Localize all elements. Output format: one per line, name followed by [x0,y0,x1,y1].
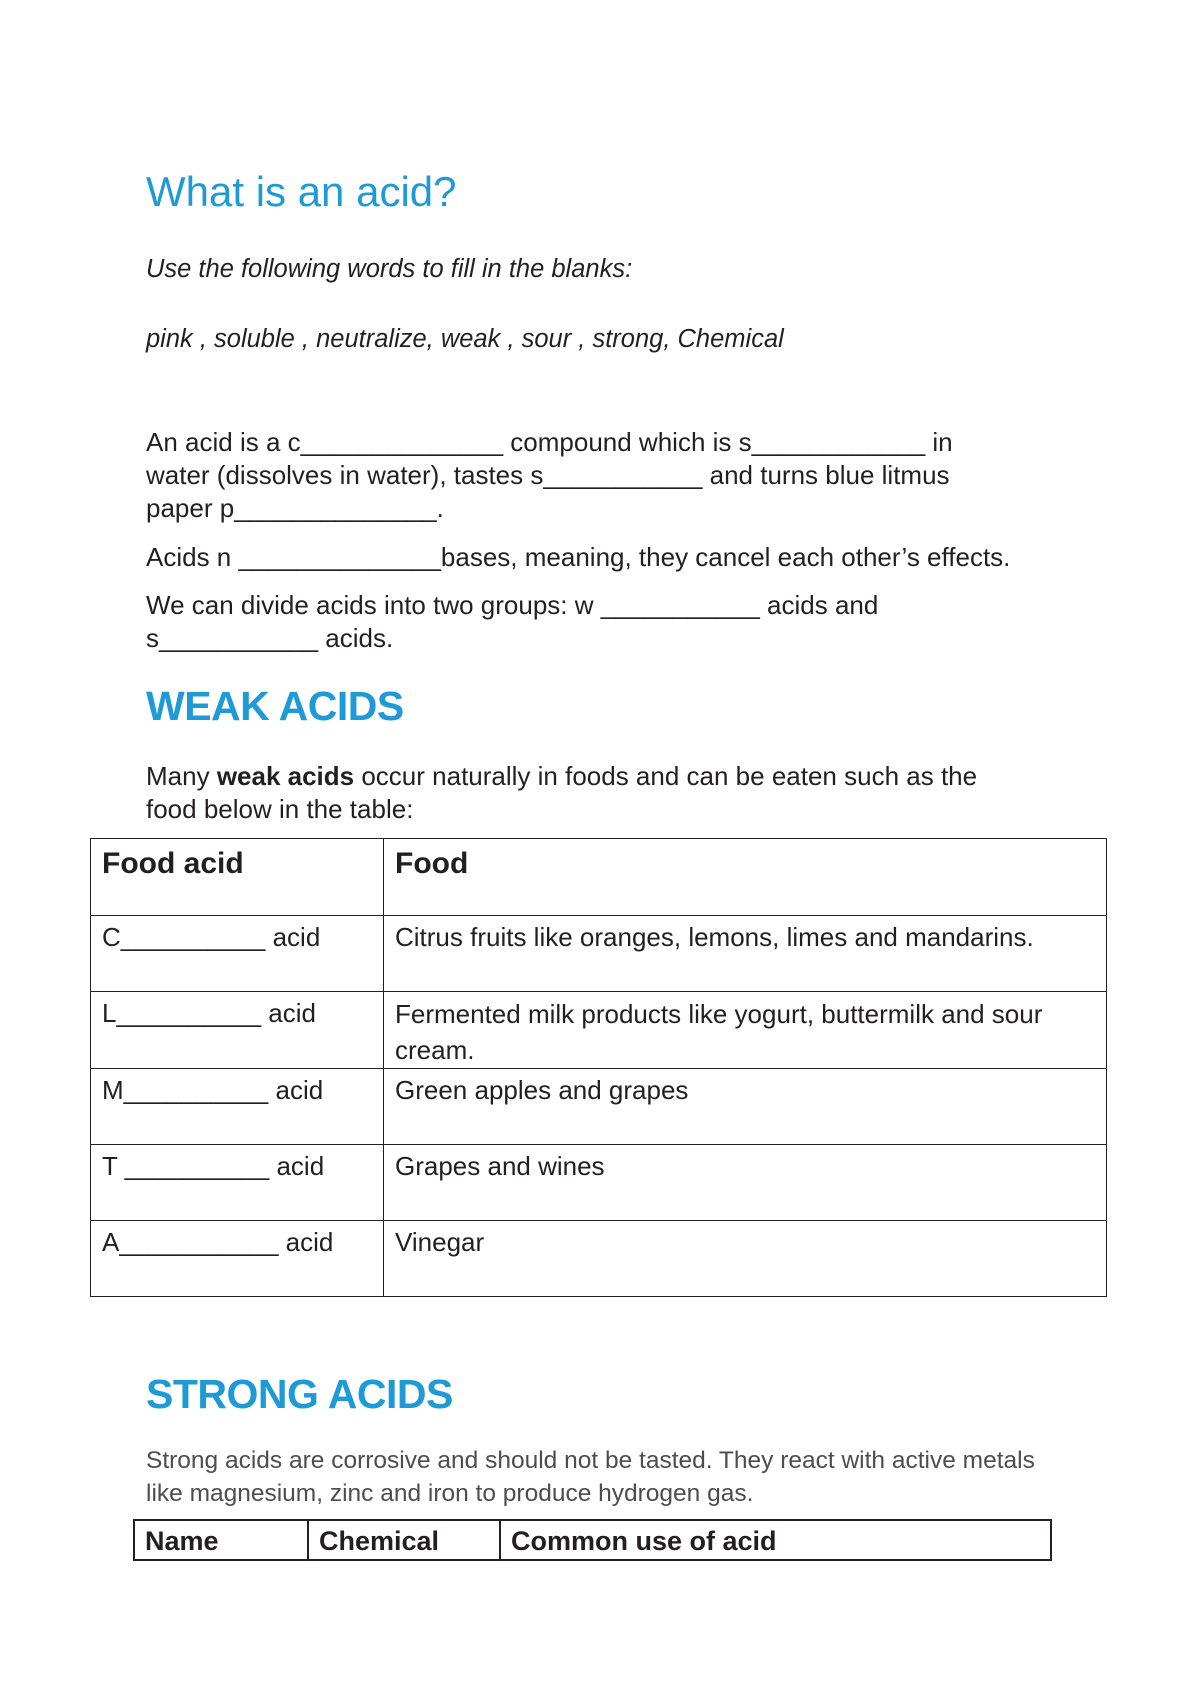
weak-acids-heading: WEAK ACIDS [146,683,404,729]
header-food-acid: Food acid [91,839,384,916]
fill-line-6: s___________ acids. [146,623,394,653]
strong-acids-intro [146,1444,1035,1510]
fill-line-3: paper p______________. [146,493,444,523]
food-cell: Citrus fruits like oranges, lemons, limes and mandarins. [384,916,1107,992]
table-row [91,916,1107,992]
food-acid-cell: C__________ acid [91,916,384,992]
table-header-row [134,1520,1051,1560]
word-bank: pink , soluble , neutralize, weak , sour , strong, Chemical [146,325,784,353]
strong-intro-line-1: Strong acids are corrosive and should not be tasted. They react with active metals [146,1447,1035,1474]
fill-paragraph-groups [146,589,878,655]
instruction: Use the following words to fill in the blanks: [146,255,633,283]
food-cell: Grapes and wines [384,1145,1107,1221]
table-header-row [91,839,1107,916]
food-cell: Vinegar [384,1221,1107,1297]
food-acid-cell: L__________ acid [91,992,384,1069]
header-chemical: Chemical [308,1520,500,1560]
fill-paragraph [146,426,953,525]
weak-acids-intro [146,760,977,826]
intro-post: occur naturally in foods and can be eaten such as the [354,761,978,791]
strong-intro-line-2: like magnesium, zinc and iron to produce hydrogen gas. [146,1480,754,1507]
food-acid-table [90,838,1107,1297]
food-acid-cell: M__________ acid [91,1069,384,1145]
table-row [91,1221,1107,1297]
fill-line-4: Acids n ______________bases, meaning, they cancel each other’s effects. [146,542,1011,572]
food-acid-cell: A___________ acid [91,1221,384,1297]
intro-line-2: food below in the table: [146,794,414,824]
food-cell: Fermented milk products like yogurt, buttermilk and sour cream. [384,992,1107,1069]
food-cell: Green apples and grapes [384,1069,1107,1145]
table-row [91,992,1107,1069]
header-common-use: Common use of acid [500,1520,1051,1560]
fill-line-1: An acid is a c______________ compound which is s____________ in [146,427,953,457]
header-name: Name [134,1520,308,1560]
food-acid-cell: T __________ acid [91,1145,384,1221]
intro-pre: Many [146,761,217,791]
strong-acids-heading: STRONG ACIDS [146,1371,453,1417]
fill-line-5: We can divide acids into two groups: w ___________ acids and [146,590,879,620]
table-row [91,1069,1107,1145]
page-title: What is an acid? [146,168,457,215]
strong-acid-table [133,1519,1052,1561]
table-row [91,1145,1107,1221]
fill-line-2: water (dissolves in water), tastes s___________ and turns blue litmus [146,460,950,490]
header-food: Food [384,839,1107,916]
intro-bold: weak acids [216,761,355,791]
